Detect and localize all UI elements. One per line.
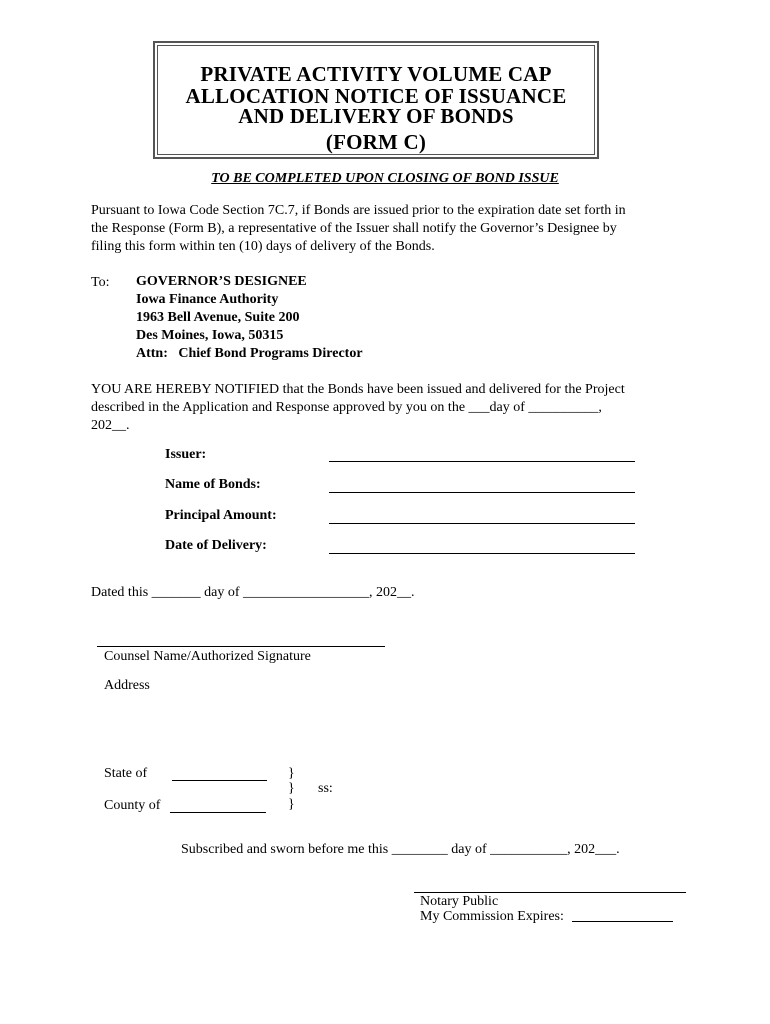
issuer-field[interactable]	[329, 461, 635, 462]
name-of-bonds-label: Name of Bonds:	[165, 477, 261, 492]
ss-label: ss:	[318, 781, 333, 796]
name-of-bonds-field[interactable]	[329, 492, 635, 493]
subscribed-sworn-line: Subscribed and sworn before me this ________ day of ___________, 202___.	[181, 842, 620, 857]
commission-expires-field[interactable]	[572, 921, 673, 922]
title-line-1: PRIVATE ACTIVITY VOLUME CAP	[200, 62, 552, 86]
dated-line: Dated this _______ day of __________________, 202__.	[91, 585, 415, 600]
form-title-box	[153, 41, 599, 159]
notice-line-1: YOU ARE HEREBY NOTIFIED that the Bonds have been issued and delivered for the Project	[91, 382, 625, 397]
date-of-delivery-label: Date of Delivery:	[165, 538, 267, 553]
notary-title: Notary Public	[420, 894, 499, 909]
county-label: County of	[104, 798, 161, 813]
notice-line-3: 202__.	[91, 418, 130, 433]
brace-3: }	[288, 797, 295, 812]
recipient-address	[136, 273, 363, 363]
form-identifier: (FORM C)	[325, 130, 427, 154]
title-line-2: ALLOCATION NOTICE OF ISSUANCE	[185, 84, 567, 108]
counsel-signature-label: Counsel Name/Authorized Signature	[104, 649, 311, 664]
recipient-street: 1963 Bell Avenue, Suite 200	[136, 310, 300, 325]
recipient-org: Iowa Finance Authority	[136, 292, 279, 307]
intro-line-2: the Response (Form B), a representative of the Issuer shall notify the Governor’s Designee by	[91, 221, 617, 236]
date-of-delivery-field[interactable]	[329, 553, 635, 554]
notice-line-2: described in the Application and Response approved by you on the ___day of __________,	[91, 400, 602, 415]
recipient-name: GOVERNOR’S DESIGNEE	[136, 274, 307, 289]
commission-expires-label: My Commission Expires:	[420, 909, 564, 924]
address-label: Address	[104, 678, 150, 693]
recipient-city: Des Moines, Iowa, 50315	[136, 328, 284, 343]
notice-paragraph	[91, 381, 625, 435]
recipient-attn: Attn: Chief Bond Programs Director	[136, 346, 363, 361]
issuer-label: Issuer:	[165, 447, 207, 462]
principal-amount-label: Principal Amount:	[165, 508, 277, 523]
to-label: To:	[91, 275, 110, 290]
signature-line[interactable]	[97, 646, 385, 647]
county-field[interactable]	[170, 812, 266, 813]
title-line-3: AND DELIVERY OF BONDS	[238, 104, 514, 128]
intro-paragraph	[91, 202, 626, 256]
brace-2: }	[288, 781, 295, 796]
notary-signature-line[interactable]	[414, 892, 686, 893]
principal-amount-field[interactable]	[329, 523, 635, 524]
completion-instruction: TO BE COMPLETED UPON CLOSING OF BOND ISSUE	[211, 171, 559, 186]
intro-line-1: Pursuant to Iowa Code Section 7C.7, if Bonds are issued prior to the expiration date set forth in	[91, 203, 626, 218]
intro-line-3: filing this form within ten (10) days of delivery of the Bonds.	[91, 239, 435, 254]
state-label: State of	[104, 766, 148, 781]
brace-1: }	[288, 766, 295, 781]
state-field[interactable]	[172, 780, 267, 781]
